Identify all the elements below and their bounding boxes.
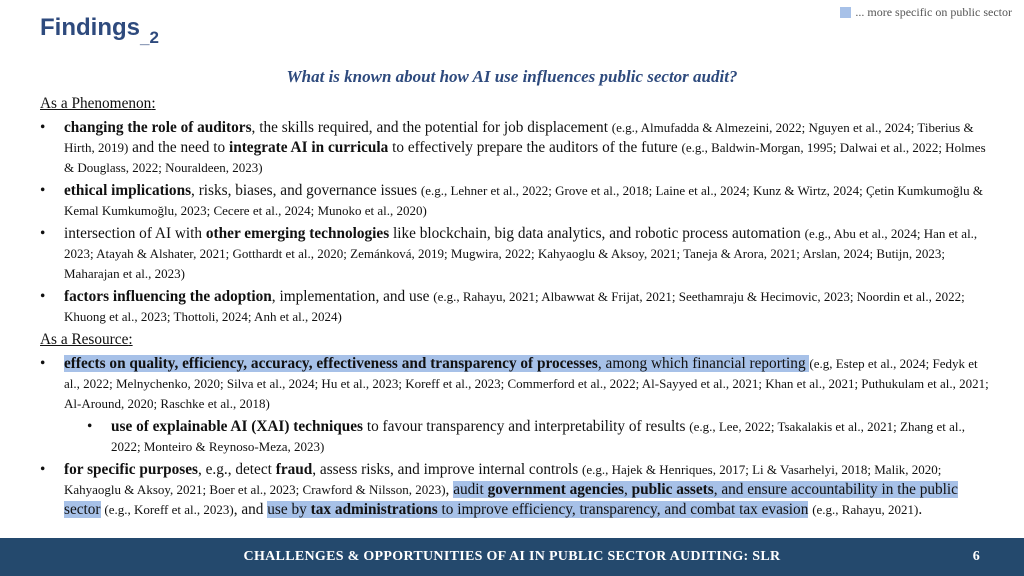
bullet-icon: •	[40, 119, 46, 136]
legend-swatch-icon	[840, 7, 851, 18]
list-item: • for specific purposes, e.g., detect fraud, assess risks, and improve internal controls (e.g., Hajek & Henriques, 2017; Li & Vasarhelyi, 2018; Malik, 2020; Kahyaoglu & Aksoy, 2021; Boer et al., 2023; Crawford & Nilsson, 2023), audit government agencies, public assets, and ensure accountability in the public sector (e.g., Koreff et al., 2023), and use by tax administrations to improve efficiency, transparency, and combat tax evasion (e.g., Rahayu, 2021).	[40, 461, 958, 518]
list-item: • factors influencing the adoption, implementation, and use (e.g., Rahayu, 2021; Albawwat & Frijat, 2021; Seethamraju & Hecimovic, 2023; Noordin et al., 2022; Khuong et al., 2023; Thottoli, 2024; Anh et al., 2024)	[40, 288, 965, 324]
list-item: • ethical implications, risks, biases, and governance issues (e.g., Lehner et al., 2022; Grove et al., 2018; Laine et al., 2024; Kunz & Wirtz, 2024; Çetin Kumkumoğlu & Kemal Kumkumoğlu, 2023; Cecere et al., 2024; Munoko et al., 2020)	[40, 182, 983, 218]
page-number: 6	[972, 549, 980, 564]
legend-text: ... more specific on public sector	[855, 5, 1012, 19]
list-item-sub: • use of explainable AI (XAI) techniques to favour transparency and interpretability of results (e.g., Lee, 2022; Tsakalakis et al., 2021; Zhang et al., 2022; Monteiro & Reynoso-Meza, 2023)	[87, 418, 965, 454]
bullet-icon: •	[40, 182, 46, 199]
bullet-icon: •	[40, 225, 46, 242]
list-item: • effects on quality, efficiency, accuracy, effectiveness and transparency of processes, among which financial reporting (e.g, Estep et al., 2024; Fedyk et al., 2022; Melnychenko, 2020; Silva et al., 2024; Hu et al., 2023; Koreff et al., 2023; Commerford et al., 2022; Al-Sayyed et al., 2021; Khan et al., 2021; Puthukulam et al., 2021; Al-Around, 2020; Raschke et al., 2018)	[40, 355, 989, 411]
bullet-icon: •	[40, 288, 46, 305]
section-heading-phenomenon: As a Phenomenon:	[40, 95, 156, 112]
highlight-legend	[840, 5, 1012, 20]
slide-title-suffix: _2	[139, 28, 159, 47]
findings-content	[40, 94, 990, 523]
bullet-icon: •	[40, 461, 46, 478]
slide-title: Findings$_{\_2}$	[40, 14, 159, 47]
research-question: What is known about how AI use influences public sector audit?	[286, 67, 738, 86]
bullet-icon: •	[40, 355, 46, 372]
slide-footer	[0, 538, 1024, 576]
list-item: • changing the role of auditors, the skills required, and the potential for job displacement (e.g., Almufadda & Almezeini, 2022; Nguyen et al., 2024; Tiberius & Hirth, 2019) and the need to integrate AI in curricula to effectively prepare the auditors of the future (e.g., Baldwin-Morgan, 1995; Dalwai et al., 2022; Holmes & Douglass, 2022; Nouraldeen, 2023)	[40, 119, 986, 175]
section-heading-resource: As a Resource:	[40, 331, 133, 348]
list-item: • intersection of AI with other emerging technologies like blockchain, big data analytics, and robotic process automation (e.g., Abu et al., 2024; Han et al., 2023; Atayah & Alshater, 2021; Gotthardt et al., 2020; Zemánková, 2019; Mugwira, 2022; Kahyaoglu & Aksoy, 2021; Taneja & Arora, 2021; Arslan, 2024; Butijn, 2023; Maharajan et al., 2023)	[40, 225, 978, 281]
bullet-icon: •	[87, 418, 93, 435]
footer-title: CHALLENGES & OPPORTUNITIES OF AI IN PUBLIC SECTOR AUDITING: SLR	[243, 549, 781, 564]
